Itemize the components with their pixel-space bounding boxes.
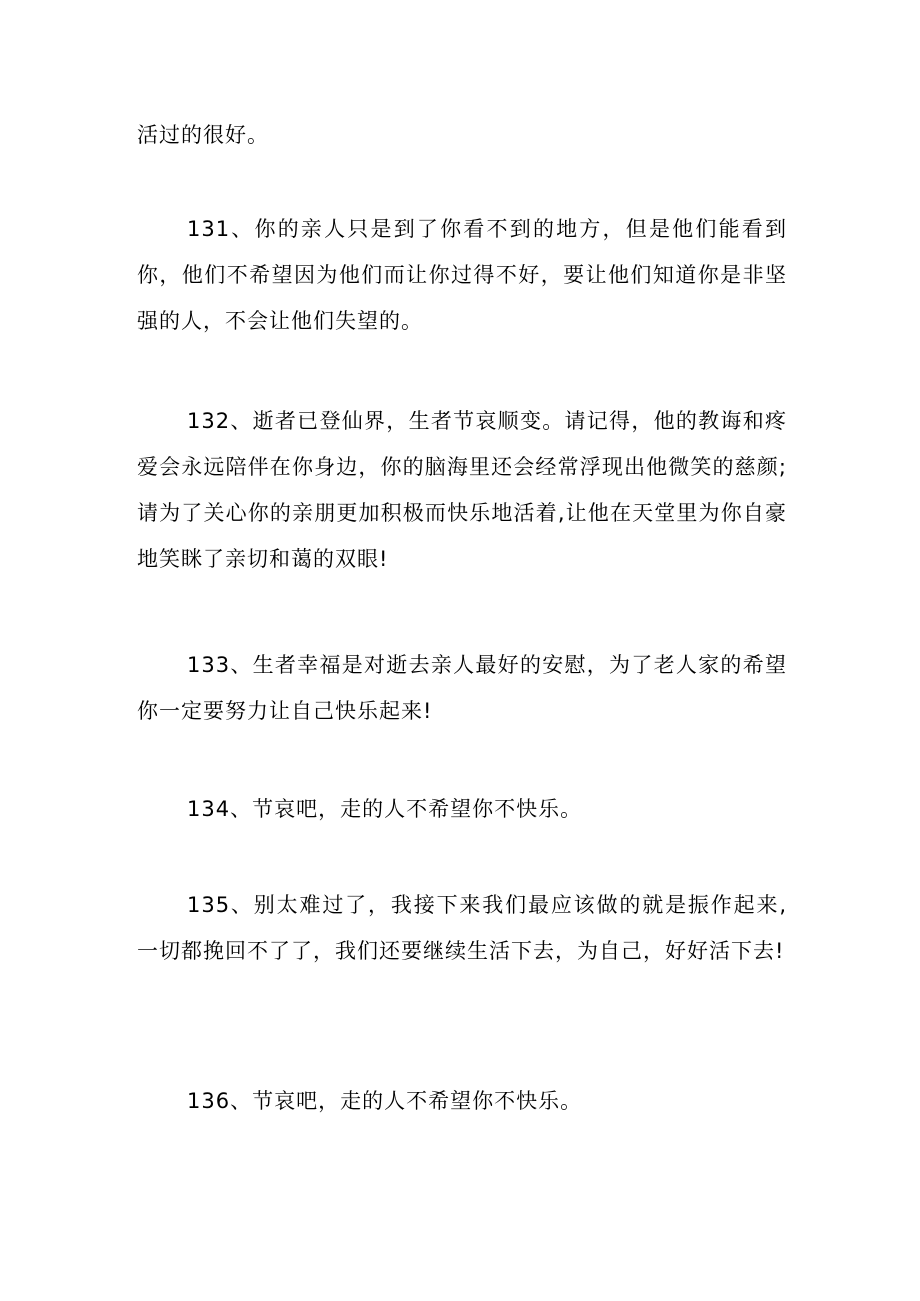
paragraph-continuation: 活过的很好。 [137, 123, 269, 147]
paragraph-136: 136、节哀吧，走的人不希望你不快乐。 [187, 1089, 583, 1113]
paragraph-131: 131、你的亲人只是到了你看不到的地方，但是他们能看到你，他们不希望因为他们而让你过得不好，要让他们知道你是非坚强的人，不会让他们失望的。 [137, 217, 787, 333]
paragraph-135: 135、别太难过了，我接下来我们最应该做的就是振作起来,一切都挽回不了了，我们还要继续生活下去，为自己，好好活下去! [137, 893, 787, 963]
paragraph-133: 133、生者幸福是对逝去亲人最好的安慰，为了老人家的希望你一定要努力让自己快乐起来! [137, 653, 787, 723]
paragraph-134: 134、节哀吧，走的人不希望你不快乐。 [187, 797, 583, 821]
paragraph-132: 132、逝者已登仙界，生者节哀顺变。请记得，他的教诲和疼爱会永远陪伴在你身边，你的脑海里还会经常浮现出他微笑的慈颜;请为了关心你的亲朋更加积极而快乐地活着,让他在天堂里为你自豪地笑眯了亲切和蔼的双眼! [137, 409, 787, 571]
